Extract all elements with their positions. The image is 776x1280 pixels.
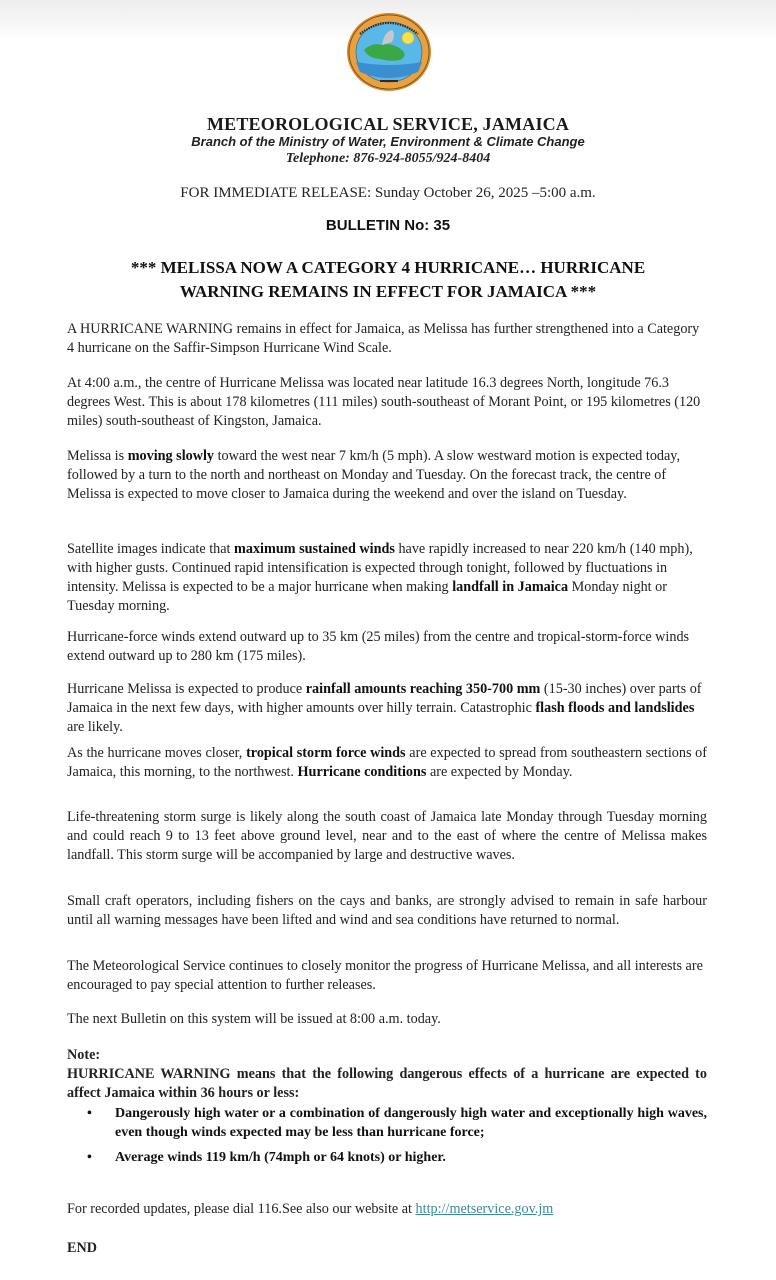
bold-text: landfall in Jamaica: [452, 579, 569, 595]
text: As the hurricane moves closer,: [67, 745, 247, 761]
headline: [0, 256, 776, 304]
bullet-icon: •: [87, 1150, 92, 1165]
organization-name: METEOROLOGICAL SERVICE, JAMAICA: [206, 114, 570, 134]
note-label: Note:: [67, 1047, 101, 1063]
note-bullet-item: [87, 1104, 707, 1142]
text: are likely.: [67, 719, 123, 735]
note-bullet-item: [87, 1148, 707, 1167]
paragraph-conditions: [67, 744, 707, 782]
headline-line-2: WARNING REMAINS IN EFFECT FOR JAMAICA ***: [179, 282, 597, 301]
bold-text: flash floods and landslides: [535, 700, 695, 716]
website-link[interactable]: http://metservice.gov.jm: [415, 1201, 554, 1217]
text: For recorded updates, please dial 116.See also our website at: [67, 1201, 416, 1217]
bullet-icon: •: [87, 1106, 92, 1121]
bulletin-number: BULLETIN No: 35: [325, 217, 451, 234]
paragraph-location: At 4:00 a.m., the centre of Hurricane Melissa was located near latitude 16.3 degrees North, longitude 76.3 degrees West. This is about 178 kilometres (111 miles) south-southeast of Morant Point, or 195 kilometres (120 miles) south-southeast of Kingston, Jamaica.: [67, 375, 701, 429]
release-date: FOR IMMEDIATE RELEASE: Sunday October 26, 2025 –5:00 a.m.: [180, 185, 596, 201]
paragraph-small-craft: Small craft operators, including fishers on the cays and banks, are strongly advised to remain in safe harbour until all warning messages have been lifted and wind and sea conditions have returned to normal.: [67, 893, 707, 928]
end-marker: END: [67, 1240, 97, 1256]
text: Satellite images indicate that: [67, 541, 235, 557]
note-bullet-list: [87, 1104, 707, 1167]
text: Melissa is: [67, 448, 128, 464]
footer-updates: [67, 1200, 707, 1219]
met-service-logo-icon: [346, 12, 432, 92]
text: are expected by Monday.: [426, 764, 573, 780]
bold-text: tropical storm force winds: [246, 745, 406, 761]
branch-subtitle: Branch of the Ministry of Water, Environment & Climate Change: [191, 134, 585, 149]
paragraph-next-bulletin: The next Bulletin on this system will be issued at 8:00 a.m. today.: [67, 1011, 441, 1027]
bullet-text: Average winds 119 km/h (74mph or 64 knots) or higher.: [115, 1150, 446, 1165]
paragraph-rainfall: [67, 680, 707, 737]
text: (15-30 inches) over parts of Jamaica in the next few days, with higher amounts over hilly terrain. Catastrophic: [67, 681, 702, 716]
paragraph-warning-status: A HURRICANE WARNING remains in effect for Jamaica, as Melissa has further strengthened into a Category 4 hurricane on the Saffir-Simpson Hurricane Wind Scale.: [67, 321, 700, 356]
text: have rapidly increased to near 220 km/h (140 mph), with higher gusts. Continued rapid intensification is expected through tonight, followed by fluctuations in intensity. Melissa is expected to be a major hurricane when making: [67, 541, 693, 595]
text: Monday night or Tuesday morning.: [67, 579, 667, 614]
text: toward the west near 7 km/h (5 mph). A slow westward motion is expected today, followed by a turn to the north and northeast on Monday and Tuesday. On the forecast track, the centre of Melissa is expected to move closer to Jamaica during the weekend and over the island on Tuesday.: [67, 448, 681, 502]
telephone: Telephone: 876-924-8055/924-8404: [285, 151, 491, 166]
paragraph-intensity: [67, 540, 707, 616]
paragraph-movement: [67, 447, 707, 504]
bold-text: Hurricane conditions: [297, 764, 427, 780]
text: are expected to spread from southeastern sections of Jamaica, this morning, to the northwest.: [67, 745, 708, 780]
paragraph-wind-extent: Hurricane-force winds extend outward up to 35 km (25 miles) from the centre and tropical-storm-force winds extend outward up to 280 km (175 miles).: [67, 629, 690, 664]
bold-text: maximum sustained winds: [234, 541, 395, 557]
bold-text: rainfall amounts reaching 350-700 mm: [305, 681, 541, 697]
headline-line-1: *** MELISSA NOW A CATEGORY 4 HURRICANE… HURRICANE: [130, 258, 646, 277]
bullet-text: Dangerously high water or a combination of dangerously high water and exceptionally high waves, even though winds expected may be less than hurricane force;: [115, 1106, 707, 1140]
paragraph-monitoring: The Meteorological Service continues to closely monitor the progress of Hurricane Melissa, and all interests are encouraged to pay special attention to further releases.: [67, 958, 703, 993]
paragraph-storm-surge: Life-threatening storm surge is likely along the south coast of Jamaica late Monday through Tuesday morning and could reach 9 to 13 feet above ground level, near and to the east of where the centre of Melissa makes landfall. This storm surge will be accompanied by large and destructive waves.: [67, 809, 707, 863]
text: Hurricane Melissa is expected to produce: [67, 681, 306, 697]
bold-text: moving slowly: [127, 448, 215, 464]
note-text: HURRICANE WARNING means that the following dangerous effects of a hurricane are expected to affect Jamaica within 36 hours or less:: [67, 1066, 707, 1101]
